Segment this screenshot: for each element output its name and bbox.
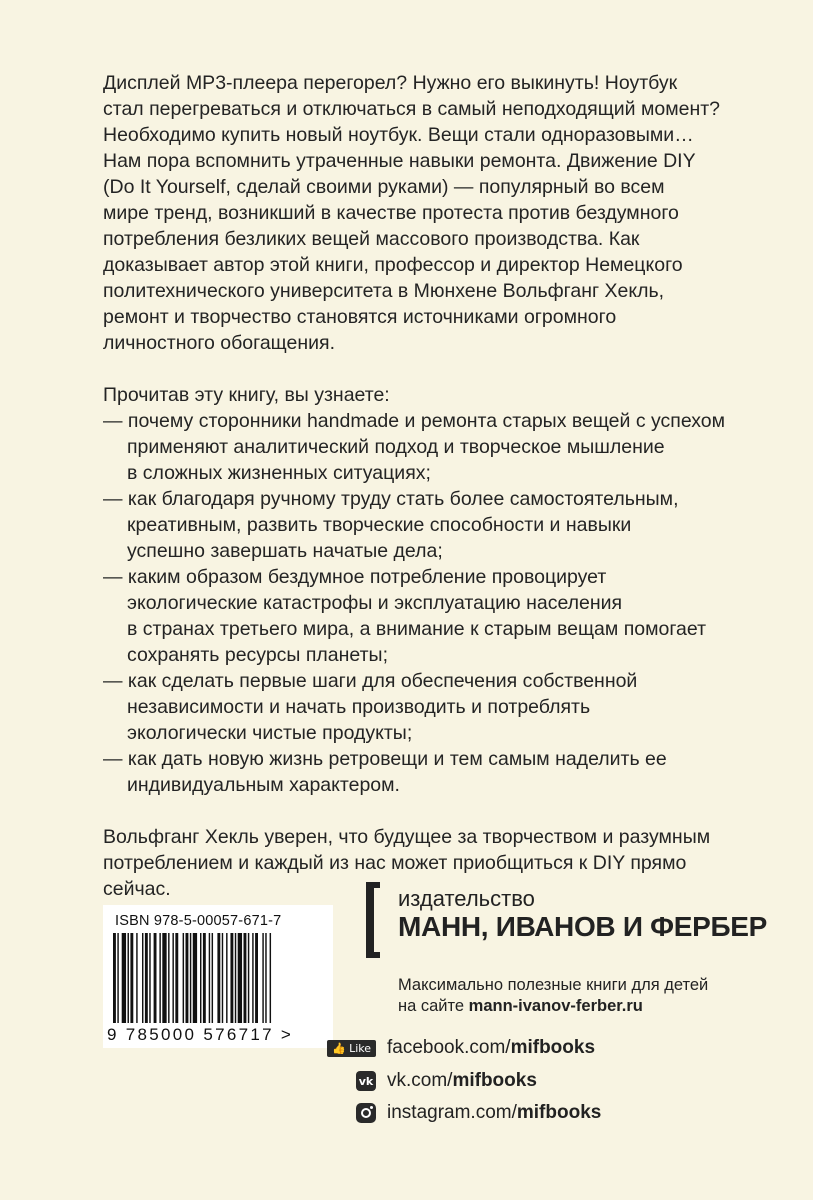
barcode-icon [113,933,323,1025]
list-item: — как сделать первые шаги для обеспечения собственной независимости и начать производить и потреблять экологически чистые продукты; [103,670,638,744]
intro-paragraph: Дисплей MP3-плеера перегорел? Нужно его выкинуть! Ноутбук стал перегреваться и отключаться в самый неподходящий момент? Необходимо купить новый ноутбук. Вещи стали одноразовыми… Нам пора вспомнить утраченные навыки ремонта. Движение DIY (Do It Yourself, сделай своими руками) — популярный во всем мире тренд, возникший в качестве протеста против бездумного потребления безликих вещей массового производства. Как доказывает автор этой книги, профессор и директор Немецкого политехнического университета в Мюнхене Вольфганг Хекль, ремонт и творчество становятся источниками огромного личностного обогащения. [103,72,721,354]
publisher-promo [398,975,708,1017]
social-facebook[interactable] [332,1035,596,1061]
vk-link[interactable]: vk.com/mifbooks [387,1070,537,1091]
facebook-link[interactable]: facebook.com/mifbooks [387,1037,596,1058]
list-intro: Прочитав эту книгу, вы узнаете: [103,384,390,406]
list-item: — как дать новую жизнь ретровещи и тем самым наделить ее индивидуальным характером. [103,748,667,796]
list-item: — как благодаря ручному труду стать более самостоятельным, креативным, развить творческие способности и навыки успешно завершать начатые дела; [103,488,679,562]
instagram-link[interactable]: instagram.com/mifbooks [387,1102,602,1123]
promo-site-line: на сайте mann-ivanov-ferber.ru [398,997,643,1015]
isbn-label: ISBN 978-5-00057-671-7 [115,913,282,929]
vk-icon: vk [356,1071,376,1091]
instagram-icon [356,1103,376,1123]
publisher-label: издательство [398,886,535,911]
ean-digits: 9 785000 576717 > [107,1025,294,1044]
facebook-like-icon: 👍 Like [327,1040,376,1057]
social-vk[interactable] [337,1068,537,1094]
site-link[interactable]: mann-ivanov-ferber.ru [468,997,643,1015]
benefits-list [103,408,763,798]
social-instagram[interactable] [337,1100,601,1126]
list-item: — почему сторонники handmade и ремонта старых вещей с успехом применяют аналитический подход и творческое мышление в сложных жизненных ситуациях; [103,410,726,484]
list-item: — каким образом бездумное потребление провоцирует экологические катастрофы и эксплуатацию населения в странах третьего мира, а внимание к старым вещам помогает сохранять ресурсы планеты; [103,566,707,666]
promo-line: Максимально полезные книги для детей [398,976,709,994]
back-cover-text [103,70,763,902]
publisher-name: МАНН, ИВАНОВ И ФЕРБЕР [398,911,768,942]
closing-paragraph: Вольфганг Хекль уверен, что будущее за творчеством и разумным потреблением и каждый из нас может приобщиться к DIY прямо сейчас. [103,826,711,900]
barcode-panel [103,905,333,1048]
bracket-logo-icon [366,882,374,958]
